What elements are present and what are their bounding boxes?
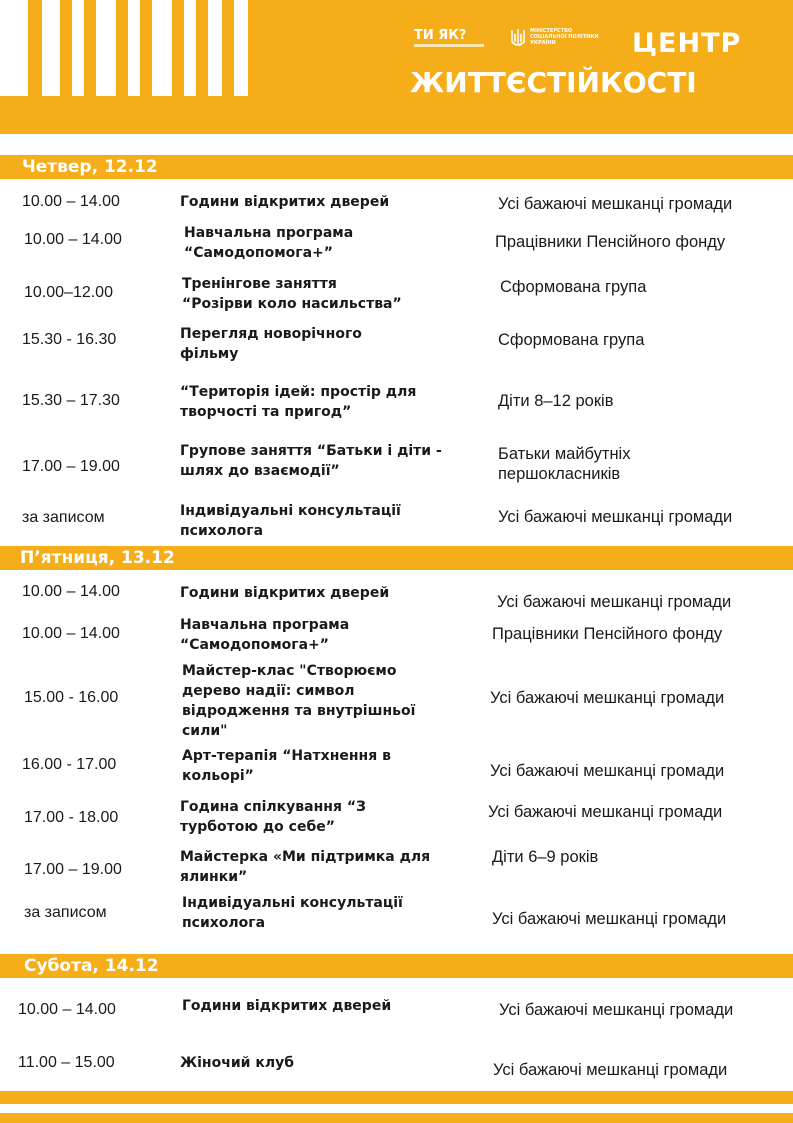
header-stripe: [184, 0, 196, 96]
audience-cell: Усі бажаючі мешканці громади: [493, 1061, 728, 1079]
audience-cell: Діти 6–9 років: [492, 848, 599, 866]
header-stripe: [128, 0, 140, 96]
time-cell: 10.00 – 14.00: [22, 193, 120, 210]
header-stripe: [96, 0, 116, 96]
audience-cell: Усі бажаючі мешканці громади: [499, 1001, 734, 1019]
time-cell: 10.00 – 14.00: [18, 1001, 116, 1018]
ministry-logo-text: МІНІСТЕРСТВО СОЦІАЛЬНОЇ ПОЛІТИКИ УКРАЇНИ: [530, 28, 599, 46]
time-cell: за записом: [22, 509, 105, 526]
header-stripe: [234, 0, 248, 96]
audience-cell: Усі бажаючі мешканці громади: [492, 910, 727, 928]
title-line-2: ЖИТТЄСТІЙКОСТІ: [410, 66, 697, 99]
header-stripe: [0, 0, 28, 96]
event-cell: Майстерка «Ми підтримка для ялинки”: [180, 849, 431, 885]
event-cell: Арт-терапія “Натхнення в кольорі”: [182, 748, 391, 784]
event-cell: Години відкритих дверей: [180, 585, 390, 601]
event-cell: Перегляд новорічного фільму: [180, 326, 362, 362]
time-cell: 10.00 – 14.00: [22, 583, 120, 600]
audience-cell: Сформована група: [498, 331, 645, 349]
audience-cell: Усі бажаючі мешканці громади: [488, 803, 723, 821]
audience-cell: Працівники Пенсійного фонду: [495, 233, 726, 251]
audience-cell: Батьки майбутніх першокласників: [498, 445, 631, 483]
audience-cell: Діти 8–12 років: [498, 392, 614, 410]
event-cell: Майстер-клас "Створюємо дерево надії: символ відродження та внутрішньої сили": [182, 663, 416, 739]
time-cell: 17.00 – 19.00: [24, 861, 122, 878]
event-cell: Години відкритих дверей: [180, 194, 390, 210]
title-line-1: ЦЕНТР: [632, 28, 742, 59]
event-cell: Години відкритих дверей: [182, 998, 392, 1014]
time-cell: 17.00 – 19.00: [22, 458, 120, 475]
audience-cell: Усі бажаючі мешканці громади: [498, 508, 733, 526]
time-cell: 10.00–12.00: [24, 284, 113, 301]
audience-cell: Усі бажаючі мешканці громади: [490, 689, 725, 707]
footer-bar: [0, 1113, 793, 1123]
header-stripe: [72, 0, 84, 96]
event-cell: Година спілкування “З турботою до себе”: [180, 799, 366, 835]
audience-cell: Усі бажаючі мешканці громади: [497, 593, 732, 611]
tiiak-logo-caption: [414, 44, 484, 47]
time-cell: 17.00 - 18.00: [24, 809, 119, 826]
event-cell: Індивідуальні консультації психолога: [180, 503, 401, 539]
time-cell: 11.00 – 15.00: [18, 1054, 115, 1071]
trident-icon: [510, 28, 526, 50]
time-cell: 15.30 - 16.30: [22, 331, 117, 348]
day-label: П’ятниця, 13.12: [20, 548, 175, 568]
header-stripe: [208, 0, 222, 96]
time-cell: 10.00 – 14.00: [24, 231, 122, 248]
time-cell: за записом: [24, 904, 107, 921]
footer-bar: [0, 1091, 793, 1104]
audience-cell: Сформована група: [500, 278, 647, 296]
time-cell: 16.00 - 17.00: [22, 756, 117, 773]
audience-cell: Усі бажаючі мешканці громади: [490, 762, 725, 780]
event-cell: Жіночий клуб: [180, 1055, 294, 1071]
time-cell: 15.00 - 16.00: [24, 689, 119, 706]
day-label: Субота, 14.12: [24, 956, 159, 976]
time-cell: 10.00 – 14.00: [22, 625, 120, 642]
event-cell: Індивідуальні консультації психолога: [182, 895, 403, 931]
event-cell: Навчальна програма “Самодопомога+”: [184, 225, 354, 261]
event-cell: Навчальна програма “Самодопомога+”: [180, 617, 350, 653]
event-cell: “Територія ідей: простір для творчості та пригод”: [180, 384, 417, 420]
time-cell: 15.30 – 17.30: [22, 392, 120, 409]
event-cell: Тренінгове заняття “Розірви коло насильства”: [182, 276, 402, 312]
event-cell: Групове заняття “Батьки і діти - шлях до взаємодії”: [180, 443, 442, 479]
audience-cell: Усі бажаючі мешканці громади: [498, 195, 733, 213]
header-stripe: [42, 0, 60, 96]
tiiak-logo: ТИ ЯК?: [414, 28, 467, 43]
header-stripe: [152, 0, 172, 96]
audience-cell: Працівники Пенсійного фонду: [492, 625, 723, 643]
day-label: Четвер, 12.12: [22, 157, 158, 177]
